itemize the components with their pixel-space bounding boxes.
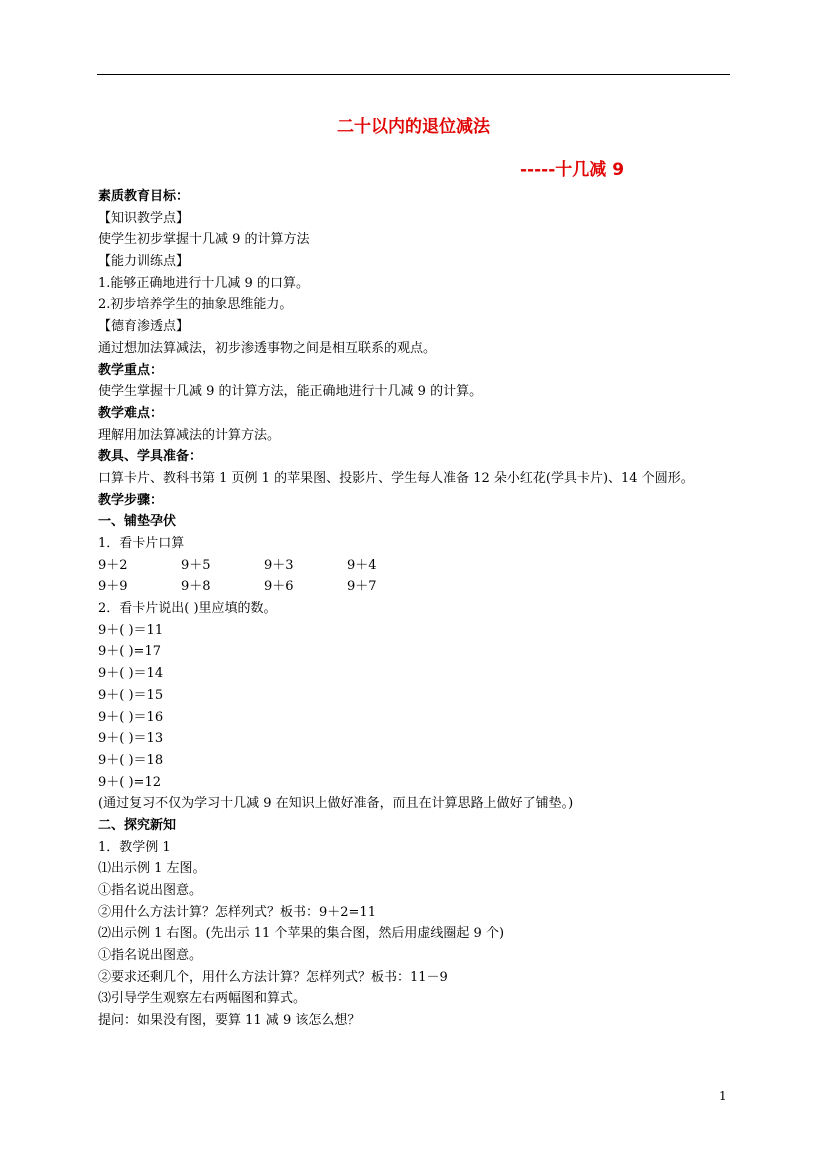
- equation-cell: 9＋4: [347, 557, 377, 573]
- section-heading: 教具、学具准备：: [98, 449, 203, 465]
- body-line: ②用什么方法计算？怎样列式？板书：9＋2=11: [98, 904, 376, 920]
- body-line: ⑵出示例 1 右图。(先出示 11 个苹果的集合图，然后用虚线圈起 9 个): [98, 926, 505, 942]
- section-heading: 教学难点：: [98, 405, 164, 421]
- body-line: 9＋( )=17: [98, 644, 161, 660]
- section-heading: 教学步骤：: [98, 492, 164, 508]
- equation-cell: 9＋6: [264, 579, 294, 595]
- section-heading: 素质教育目标：: [98, 189, 190, 204]
- page-number: 1: [719, 1089, 727, 1103]
- equation-cell: 9＋7: [347, 579, 377, 595]
- section-heading: 一、铺垫孕伏: [98, 514, 177, 530]
- equation-cell: 9＋9: [98, 579, 128, 595]
- equation-cell: 9＋8: [181, 579, 211, 595]
- body-line: ①指名说出图意。: [98, 883, 203, 899]
- body-line: 【德育渗透点】: [98, 319, 190, 335]
- body-line: 9＋( )=12: [98, 774, 161, 790]
- body-line: ②要求还剩几个，用什么方法计算？怎样列式？板书：11－9: [98, 969, 448, 985]
- equation-cell: 9＋2: [98, 557, 128, 573]
- body-line: 使学生掌握十几减 9 的计算方法，能正确地进行十几减 9 的计算。: [98, 384, 483, 400]
- body-line: 9＋( )＝11: [98, 622, 164, 638]
- body-line: (通过复习不仅为学习十几减 9 在知识上做好准备，而且在计算思路上做好了铺垫。): [98, 796, 574, 812]
- body-line: 9＋( )＝13: [98, 731, 164, 747]
- body-line: 9＋( )＝14: [98, 666, 164, 682]
- body-line: 1.能够正确地进行十几减 9 的口算。: [98, 275, 309, 291]
- body-line: 9＋( )＝15: [98, 687, 164, 703]
- body-line: 使学生初步掌握十几减 9 的计算方法: [98, 232, 310, 248]
- body-line: 9＋( )＝16: [98, 709, 164, 725]
- body-line: 【知识教学点】: [98, 210, 190, 226]
- body-line: 2.初步培养学生的抽象思维能力。: [98, 297, 293, 313]
- body-line: 9＋( )＝18: [98, 752, 164, 768]
- header-rule: [97, 74, 730, 75]
- equation-cell: 9＋3: [264, 557, 294, 573]
- section-heading: 教学重点：: [98, 362, 164, 378]
- equation-row: [98, 576, 732, 598]
- body-line: 2．看卡片说出( )里应填的数。: [98, 601, 277, 617]
- body-line: 提问：如果没有图，要算 11 减 9 该怎么想？: [98, 1013, 361, 1029]
- body-line: ①指名说出图意。: [98, 948, 203, 964]
- body-line: 通过想加法算减法，初步渗透事物之间是相互联系的观点。: [98, 340, 437, 356]
- section-heading: 二、探究新知: [98, 817, 177, 833]
- body-line: 【能力训练点】: [98, 254, 190, 270]
- body-line: ⑴出示例 1 左图。: [98, 861, 206, 877]
- document-body: [98, 186, 732, 1032]
- document-subtitle: -----十几减 9: [520, 160, 625, 180]
- body-line: 1．看卡片口算: [98, 536, 185, 552]
- equation-row: [98, 555, 732, 577]
- body-line: 1．教学例 1: [98, 839, 171, 855]
- body-line: ⑶引导学生观察左右两幅图和算式。: [98, 991, 307, 1007]
- body-line: 理解用加法算减法的计算方法。: [98, 427, 281, 443]
- equation-cell: 9＋5: [181, 557, 211, 573]
- body-line: 口算卡片、教科书第 1 页例 1 的苹果图、投影片、学生每人准备 12 朵小红花(学具卡片)、14 个圆形。: [98, 470, 694, 486]
- document-title: 二十以内的退位减法: [337, 117, 490, 137]
